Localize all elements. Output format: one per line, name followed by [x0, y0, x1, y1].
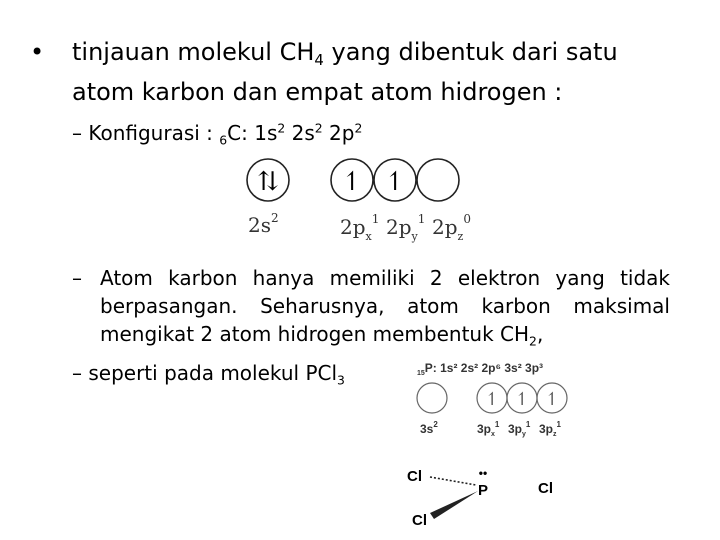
p-config-text: $_{15}$P: 1s² 2s² 2p⁶ 3s² 3p³ — [417, 361, 544, 377]
config-part: 2p — [322, 121, 355, 145]
config-sup: 2 — [277, 120, 286, 136]
dash: – — [72, 266, 82, 290]
seperti-line — [72, 360, 345, 386]
heading-line-1 — [72, 37, 618, 70]
paragraph-line-3 — [100, 321, 543, 347]
bond-wedge — [430, 491, 478, 519]
config-part: C: 1s — [227, 121, 278, 145]
orbital-2s-arrows: ⇅ — [257, 167, 279, 197]
label-2s: $2s^2$ — [248, 211, 279, 237]
label-3px: $3p_x^1$ — [477, 420, 500, 438]
konfigurasi-prefix: Konfigurasi : — [88, 121, 220, 145]
label-2px: $2p_x^1$ — [340, 212, 380, 243]
lone-pair-dots: •• — [478, 466, 488, 480]
label-3s: $3s^2$ — [420, 420, 438, 436]
paragraph-subscript: 2 — [529, 333, 537, 349]
atom-cl-2: Cl — [538, 480, 553, 497]
orbital-3py-arrow: ↿ — [514, 389, 530, 410]
config-part: 2s — [285, 121, 315, 145]
orbital-2py-arrow: ↿ — [384, 167, 406, 197]
paragraph-text: Atom karbon hanya memiliki 2 elektron yang tidak — [100, 266, 670, 290]
label-2pz: $2p_z^0$ — [432, 212, 471, 243]
paragraph-dash — [72, 265, 82, 291]
phosphorus-orbital-diagram — [405, 355, 585, 440]
config-sup: 2 — [354, 120, 363, 136]
paragraph-text: mengikat 2 atom hidrogen membentuk CH — [100, 322, 530, 346]
paragraph-line-2 — [100, 293, 670, 319]
config-sup: 2 — [314, 120, 323, 136]
bullet-dot: • — [30, 38, 45, 66]
bond-dashed — [430, 477, 476, 485]
seperti-subscript: 3 — [337, 372, 345, 388]
atom-cl-1: Cl — [407, 468, 422, 485]
seperti-text: seperti pada molekul PCl — [88, 361, 338, 385]
label-2py: $2p_y^1$ — [386, 212, 426, 243]
label-3pz: $3p_z^1$ — [539, 420, 561, 438]
orbital-3s-circle — [417, 383, 447, 413]
paragraph-line-1 — [100, 265, 670, 291]
dash: – — [72, 361, 82, 385]
orbital-3px-arrow: ↿ — [484, 389, 500, 410]
orbital-2px-arrow: ↿ — [341, 167, 363, 197]
heading-line-2 — [72, 77, 562, 107]
label-3py: $3p_y^1$ — [508, 420, 531, 438]
carbon-orbital-diagram — [240, 150, 480, 250]
konfigurasi-line — [72, 120, 362, 146]
paragraph-text: , — [536, 322, 544, 346]
heading-text-2: atom karbon dan empat atom hidrogen : — [72, 78, 563, 106]
dash: – — [72, 121, 82, 145]
paragraph-text: berpasangan. Seharusnya, atom karbon maksimal — [100, 294, 670, 318]
heading-text-rest: yang dibentuk dari satu — [323, 38, 618, 66]
atom-cl-3: Cl — [412, 512, 427, 529]
orbital-2pz-circle — [417, 159, 459, 201]
heading-subscript: 4 — [314, 51, 324, 70]
heading-text: tinjauan molekul CH — [72, 38, 315, 66]
pcl3-molecule — [400, 455, 580, 535]
atom-p: P — [477, 482, 489, 499]
atomic-number: 6 — [219, 132, 228, 148]
orbital-3pz-arrow: ↿ — [544, 389, 560, 410]
